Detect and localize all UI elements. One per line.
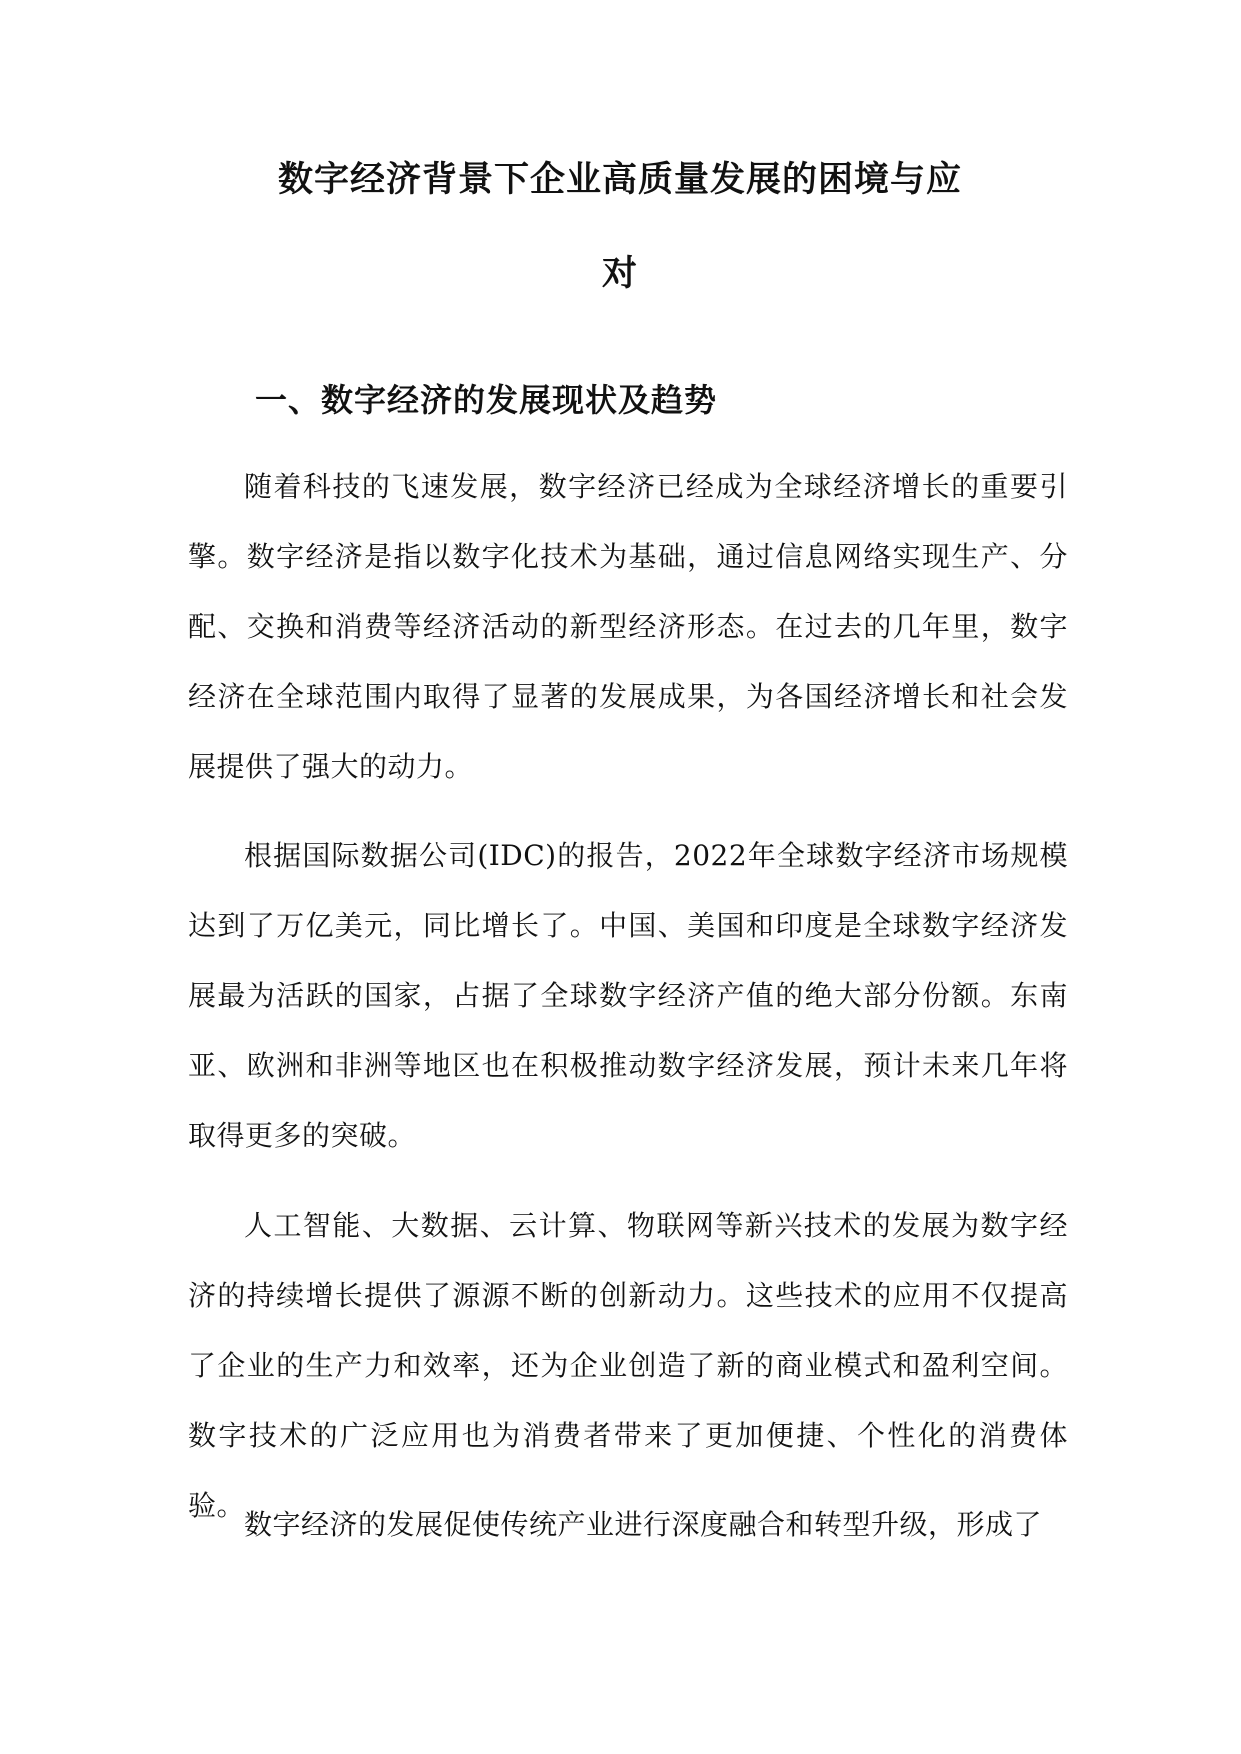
body-paragraph-2: 根据国际数据公司(IDC)的报告，2022年全球数字经济市场规模达到了万亿美元，同比增长了。中国、美国和印度是全球数字经济发展最为活跃的国家，占据了全球数字经济产值的绝大部分份额。东南亚、欧洲和非洲等地区也在积极推动数字经济发展，预计未来几年将取得更多的突破。 — [188, 839, 1068, 1152]
document-title-line-1: 数字经济背景下企业高质量发展的困境与应 — [277, 160, 962, 200]
body-paragraph-4: 数字经济的发展促使传统产业进行深度融合和转型升级，形成了 — [244, 1508, 1043, 1541]
section-heading: 一、数字经济的发展现状及趋势 — [255, 381, 718, 419]
body-paragraph-3: 人工智能、大数据、云计算、物联网等新兴技术的发展为数字经济的持续增长提供了源源不断的创新动力。这些技术的应用不仅提高了企业的生产力和效率，还为企业创造了新的商业模式和盈利空间。数字技术的广泛应用也为消费者带来了更加便捷、个性化的消费体验。 — [188, 1209, 1068, 1522]
body-paragraph-1: 随着科技的飞速发展，数字经济已经成为全球经济增长的重要引擎。数字经济是指以数字化技术为基础，通过信息网络实现生产、分配、交换和消费等经济活动的新型经济形态。在过去的几年里，数字经济在全球范围内取得了显著的发展成果，为各国经济增长和社会发展提供了强大的动力。 — [188, 470, 1068, 783]
document-title-line-2: 对 — [601, 254, 638, 294]
